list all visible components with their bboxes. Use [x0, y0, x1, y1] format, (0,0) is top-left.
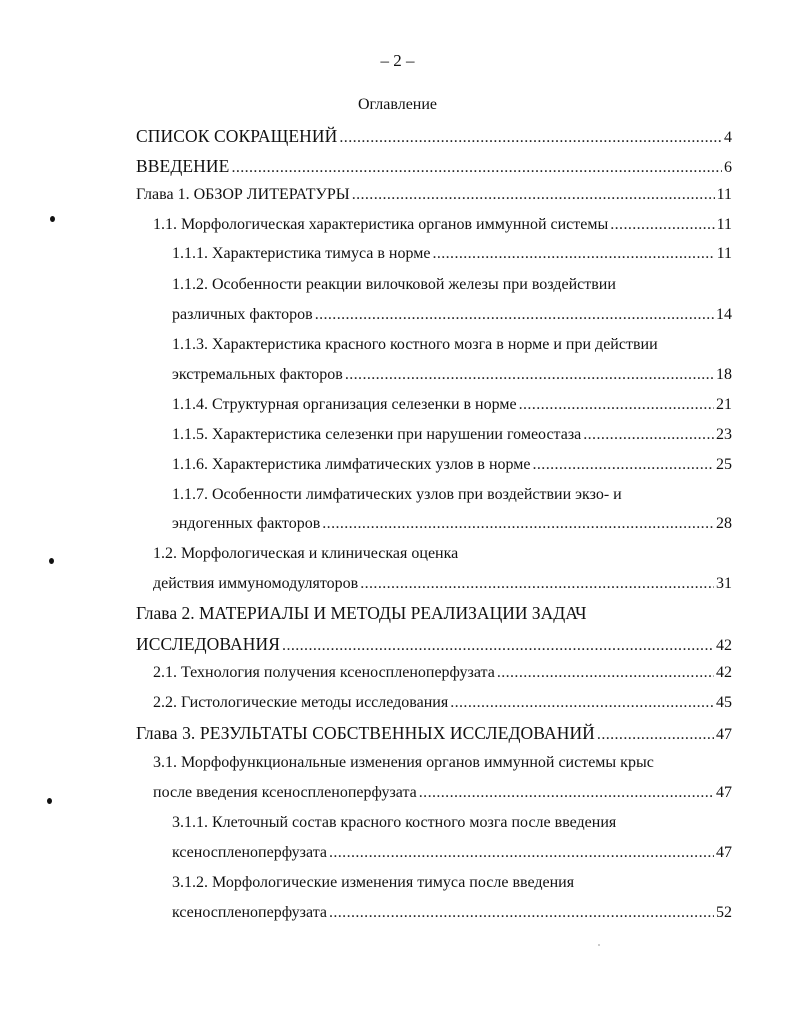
- toc-entry-3-1-1-first-line[interactable]: 3.1.1. Клеточный состав красного костного мозга после введения: [172, 814, 617, 831]
- toc-entry-page: 52: [716, 904, 732, 921]
- dot-leader: [519, 396, 714, 414]
- toc-entry-label: различных факторов: [172, 306, 313, 323]
- toc-entry-page: 47: [716, 784, 732, 801]
- toc-entry-label: Глава 3. РЕЗУЛЬТАТЫ СОБСТВЕННЫХ ИССЛЕДОВАНИЙ: [136, 723, 595, 743]
- scan-mark: [49, 558, 54, 564]
- toc-entry-page: 14: [716, 306, 732, 323]
- toc-entry-chapter-2[interactable]: [136, 634, 732, 656]
- dot-leader: [597, 726, 714, 744]
- toc-entry-3-1-1[interactable]: [172, 844, 732, 866]
- toc-entry-page: 42: [716, 664, 732, 681]
- toc-entry-abbreviations[interactable]: [136, 126, 732, 148]
- toc-entry-page: 6: [724, 159, 732, 176]
- toc-entry-3-1-first-line[interactable]: 3.1. Морфофункциональные изменения органов иммунной системы крыс: [153, 754, 654, 771]
- dot-leader: [329, 844, 714, 862]
- toc-entry-label: 2.1. Технология получения ксеноспленоперфузата: [153, 664, 495, 681]
- toc-entry-page: 11: [716, 186, 732, 203]
- toc-entry-3-1[interactable]: [153, 784, 732, 806]
- toc-entry-1-2[interactable]: [153, 575, 732, 597]
- dot-leader: [533, 456, 715, 474]
- dot-leader: [322, 515, 714, 533]
- scan-mark: [47, 798, 52, 804]
- toc-entry-label: эндогенных факторов: [172, 515, 321, 532]
- toc-entry-2-1[interactable]: [153, 664, 732, 686]
- toc-entry-3-1-2[interactable]: [172, 904, 732, 926]
- dot-leader: [583, 426, 714, 444]
- dot-leader: [345, 366, 714, 384]
- toc-entry-1-1-1[interactable]: [172, 245, 732, 267]
- toc-entry-page: 11: [716, 216, 732, 233]
- toc-entry-page: 47: [716, 726, 732, 743]
- toc-entry-page: 25: [716, 456, 732, 473]
- toc-entry-page: 21: [716, 396, 732, 413]
- toc-entry-label: ВВЕДЕНИЕ: [136, 156, 230, 176]
- scan-mark: [50, 216, 55, 222]
- toc-entry-label: ИССЛЕДОВАНИЯ: [136, 634, 281, 654]
- dot-leader: [315, 306, 714, 324]
- toc-entry-label: 1.1.1. Характеристика тимуса в норме: [172, 245, 431, 262]
- toc-entry-label: Глава 1. ОБЗОР ЛИТЕРАТУРЫ: [136, 186, 350, 203]
- toc-entry-introduction[interactable]: [136, 156, 732, 178]
- toc-entry-page: 11: [716, 245, 732, 262]
- toc-entry-chapter-1[interactable]: [136, 186, 732, 208]
- toc-entry-page: 47: [716, 844, 732, 861]
- toc-entry-1-1-5[interactable]: [172, 426, 732, 448]
- toc-entry-1-2-first-line[interactable]: 1.2. Морфологическая и клиническая оценка: [153, 545, 459, 562]
- dot-leader: [329, 904, 714, 922]
- dot-leader: [231, 159, 722, 177]
- toc-entry-1-1-4[interactable]: [172, 396, 732, 418]
- dot-leader: [282, 637, 714, 655]
- toc-entry-chapter-2-first-line[interactable]: Глава 2. МАТЕРИАЛЫ И МЕТОДЫ РЕАЛИЗАЦИИ ЗАДАЧ: [136, 603, 587, 623]
- dot-leader: [360, 575, 714, 593]
- toc-entry-page: 4: [724, 129, 732, 146]
- toc-entry-page: 18: [716, 366, 732, 383]
- dot-leader: [497, 664, 714, 682]
- toc-entry-page: 42: [716, 637, 732, 654]
- toc-entry-1-1-6[interactable]: [172, 456, 732, 478]
- toc-entry-label: после введения ксеноспленоперфузата: [153, 784, 417, 801]
- scan-speck: [598, 944, 600, 946]
- toc-entry-page: 31: [716, 575, 732, 592]
- toc-entry-label: 2.2. Гистологические методы исследования: [153, 694, 449, 711]
- toc-entry-page: 23: [716, 426, 732, 443]
- toc-entry-1-1-3[interactable]: [172, 366, 732, 388]
- toc-entry-label: ксеноспленоперфузата: [172, 844, 327, 861]
- dot-leader: [352, 186, 715, 204]
- toc-entry-1-1-7-first-line[interactable]: 1.1.7. Особенности лимфатических узлов при воздействии экзо- и: [172, 486, 622, 503]
- toc-entry-1-1[interactable]: [153, 216, 732, 238]
- toc-entry-label: ксеноспленоперфузата: [172, 904, 327, 921]
- toc-entry-label: 1.1.5. Характеристика селезенки при нарушении гомеостаза: [172, 426, 582, 443]
- toc-entry-1-1-7[interactable]: [172, 515, 732, 537]
- dot-leader: [419, 784, 714, 802]
- toc-entry-label: экстремальных факторов: [172, 366, 343, 383]
- toc-entry-page: 45: [716, 694, 732, 711]
- page-number: – 2 –: [380, 51, 415, 70]
- toc-entry-3-1-2-first-line[interactable]: 3.1.2. Морфологические изменения тимуса после введения: [172, 874, 575, 891]
- toc-entry-2-2[interactable]: [153, 694, 732, 716]
- toc-entry-label: 1.1.4. Структурная организация селезенки в норме: [172, 396, 517, 413]
- toc-entry-label: 1.1.6. Характеристика лимфатических узлов в норме: [172, 456, 531, 473]
- toc-entry-1-1-2-first-line[interactable]: 1.1.2. Особенности реакции вилочковой железы при воздействии: [172, 276, 616, 293]
- dot-leader: [432, 245, 714, 263]
- toc-entry-label: СПИСОК СОКРАЩЕНИЙ: [136, 126, 338, 146]
- dot-leader: [610, 216, 714, 234]
- toc-entry-label: действия иммуномодуляторов: [153, 575, 359, 592]
- toc-entry-label: 1.1. Морфологическая характеристика органов иммунной системы: [153, 216, 609, 233]
- toc-title: Оглавление: [357, 96, 438, 113]
- dot-leader: [450, 694, 714, 712]
- dot-leader: [339, 129, 722, 147]
- toc-entry-1-1-2[interactable]: [172, 306, 732, 328]
- toc-entry-chapter-3[interactable]: [136, 723, 732, 745]
- toc-entry-1-1-3-first-line[interactable]: 1.1.3. Характеристика красного костного мозга в норме и при действии: [172, 336, 658, 353]
- toc-entry-page: 28: [716, 515, 732, 532]
